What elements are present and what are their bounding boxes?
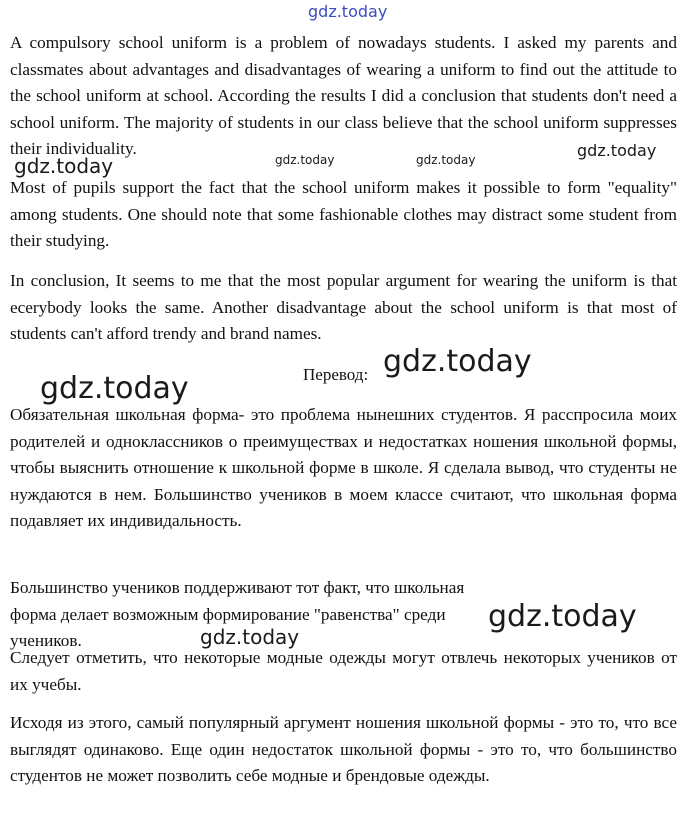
english-paragraph-2: Most of pupils support the fact that the school uniform makes it possible to form "equality" among students. One should note that some fashionable clothes may distract some student from their studying. [10, 178, 677, 250]
russian-paragraph-2: Большинство учеников поддерживают тот факт, что школьная форма делает возможным формирование "равенства" среди учеников. [10, 578, 465, 650]
watermark-inline: gdz.today [577, 141, 657, 160]
english-paragraph-3: In conclusion, It seems to me that the most popular argument for wearing the uniform is that ecerybody looks the same. Another disadvantage about the school uniform is that most of students can't afford trendy and brand names. [10, 271, 677, 343]
watermark-inline: gdz.today [200, 625, 300, 649]
translation-label: Перевод: [303, 365, 369, 384]
russian-paragraph-4: Исходя из этого, самый популярный аргумент ношения школьной формы - это то, что все выглядят одинаково. Еще один недостаток школьной формы - это то, что большинство студентов не может позволить себе модные и брендовые одежды. [10, 713, 677, 785]
watermark-large: gdz.today [40, 371, 189, 406]
watermark-large: gdz.today [488, 599, 637, 634]
english-paragraph-1: A compulsory school uniform is a problem of nowadays students. I asked my parents and classmates about advantages and disadvantages of wearing a uniform to find out the attitude to the school uniform at school. According the results I did a conclusion that students don't need a school uniform. The majority of students in our class believe that the school uniform suppresses their individuality. [10, 33, 677, 158]
russian-paragraph-3: Следует отметить, что некоторые модные одежды могут отвлечь некоторых учеников от их учебы. [10, 648, 677, 694]
watermark-top: gdz.today [308, 2, 388, 21]
watermark-inline: gdz.today [14, 154, 114, 178]
watermark-small: gdz.today [416, 153, 476, 167]
watermark-large: gdz.today [383, 344, 532, 379]
russian-paragraph-1: Обязательная школьная форма- это проблема нынешних студентов. Я расспросила моих родителей и одноклассников о преимуществах и недостатках ношения школьной формы, чтобы выяснить отношение к школьной форме в школе. Я сделала вывод, что студенты не нуждаются в нем. Большинство учеников в моем классе считают, что школьная форма подавляет их индивидальность. [10, 405, 677, 530]
watermark-small: gdz.today [275, 153, 335, 167]
